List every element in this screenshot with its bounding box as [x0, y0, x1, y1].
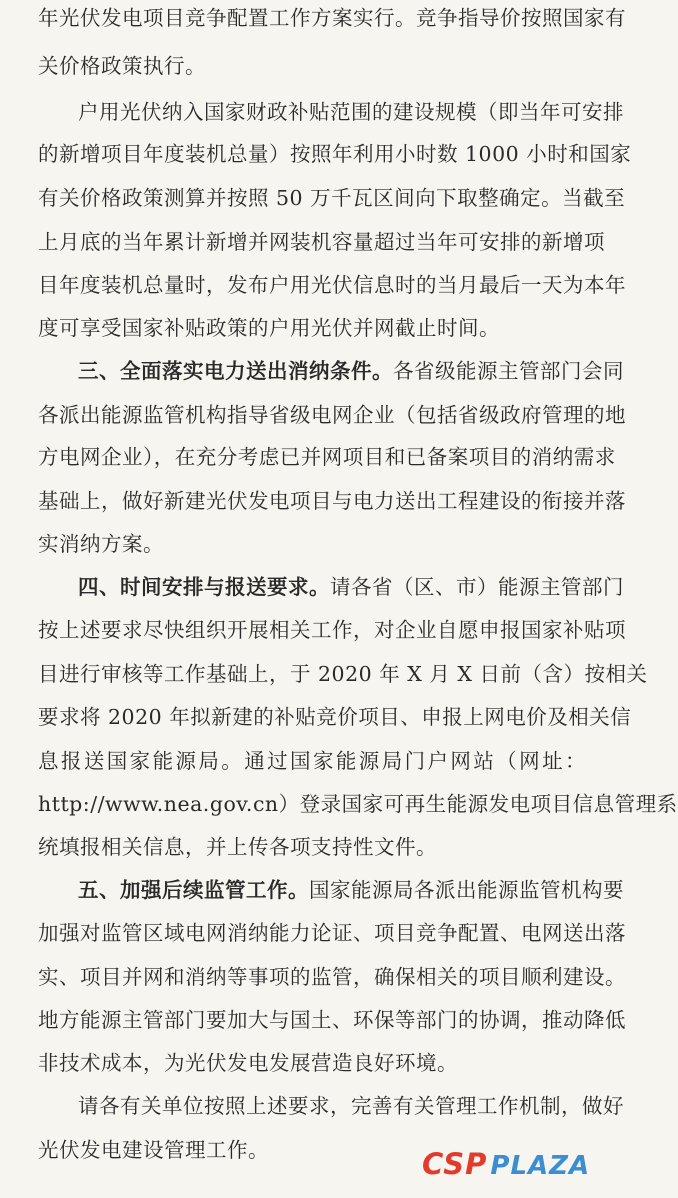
text-line: 息报送国家能源局。通过国家能源局门户网站（网址： [38, 749, 586, 773]
watermark-part-1: CSP [422, 1147, 488, 1181]
text-line: 实、项目并网和消纳等事项的监管，确保相关的项目顺利建设。 [38, 965, 626, 989]
text-line: 目年度装机总量时，发布户用光伏信息时的当月最后一天为本年 [38, 273, 626, 297]
text-line: 地方能源主管部门要加大与国土、环保等部门的协调，推动降低 [38, 1008, 626, 1032]
text-line: 度可享受国家补贴政策的户用光伏并网截止时间。 [38, 316, 500, 340]
text-line: 上月底的当年累计新增并网装机容量超过当年可安排的新增项 [38, 230, 605, 254]
text-run: 国家能源局各派出能源监管机构要 [309, 878, 624, 902]
watermark-part-2: PLAZA [490, 1151, 591, 1181]
paragraph-first-line: 请各有关单位按照上述要求，完善有关管理工作机制，做好 [78, 1094, 624, 1118]
cspplaza-watermark-logo [422, 1144, 598, 1184]
section-heading-row [78, 877, 624, 903]
text-line: 实消纳方案。 [38, 532, 164, 556]
section-heading-5: 五、加强后续监管工作。 [78, 878, 309, 902]
text-line: 统填报相关信息，并上传各项支持性文件。 [38, 835, 437, 859]
text-line: 非技术成本，为光伏发电发展营造良好环境。 [38, 1051, 458, 1075]
text-line: 要求将 2020 年拟新建的补贴竞价项目、申报上网电价及相关信 [38, 705, 632, 729]
text-line: 方电网企业），在充分考虑已并网项目和已备案项目的消纳需求 [38, 445, 616, 469]
url-line: http://www.nea.gov.cn）登录国家可再生能源发电项目信息管理系 [38, 792, 678, 816]
text-run: 各省级能源主管部门会同 [393, 359, 624, 383]
text-line: 目进行审核等工作基础上，于 2020 年 X 月 X 日前（含）按相关 [38, 662, 648, 686]
section-heading-4: 四、时间安排与报送要求。 [78, 575, 330, 599]
text-line: 按上述要求尽快组织开展相关工作，对企业自愿申报国家补贴项 [38, 618, 626, 642]
text-line: 的新增项目年度装机总量）按照年利用小时数 1000 小时和国家 [38, 142, 632, 166]
text-line: 有关价格政策测算并按照 50 万千瓦区间向下取整确定。当截至 [38, 186, 626, 210]
section-heading-row [78, 358, 624, 384]
text-line: 关价格政策执行。 [38, 54, 206, 78]
text-line: 基础上，做好新建光伏发电项目与电力送出工程建设的衔接并落 [38, 489, 626, 513]
text-line: 年光伏发电项目竞争配置工作方案实行。竞争指导价按照国家有 [38, 6, 626, 30]
paragraph-first-line: 户用光伏纳入国家财政补贴范围的建设规模（即当年可安排 [78, 100, 624, 124]
text-line: 各派出能源监管机构指导省级电网企业（包括省级政府管理的地 [38, 403, 626, 427]
text-line: 加强对监管区域电网消纳能力论证、项目竞争配置、电网送出落 [38, 921, 626, 945]
section-heading-row [78, 574, 624, 600]
text-line: 光伏发电建设管理工作。 [38, 1138, 269, 1162]
section-heading-3: 三、全面落实电力送出消纳条件。 [78, 359, 393, 383]
text-run: 请各省（区、市）能源主管部门 [330, 575, 624, 599]
